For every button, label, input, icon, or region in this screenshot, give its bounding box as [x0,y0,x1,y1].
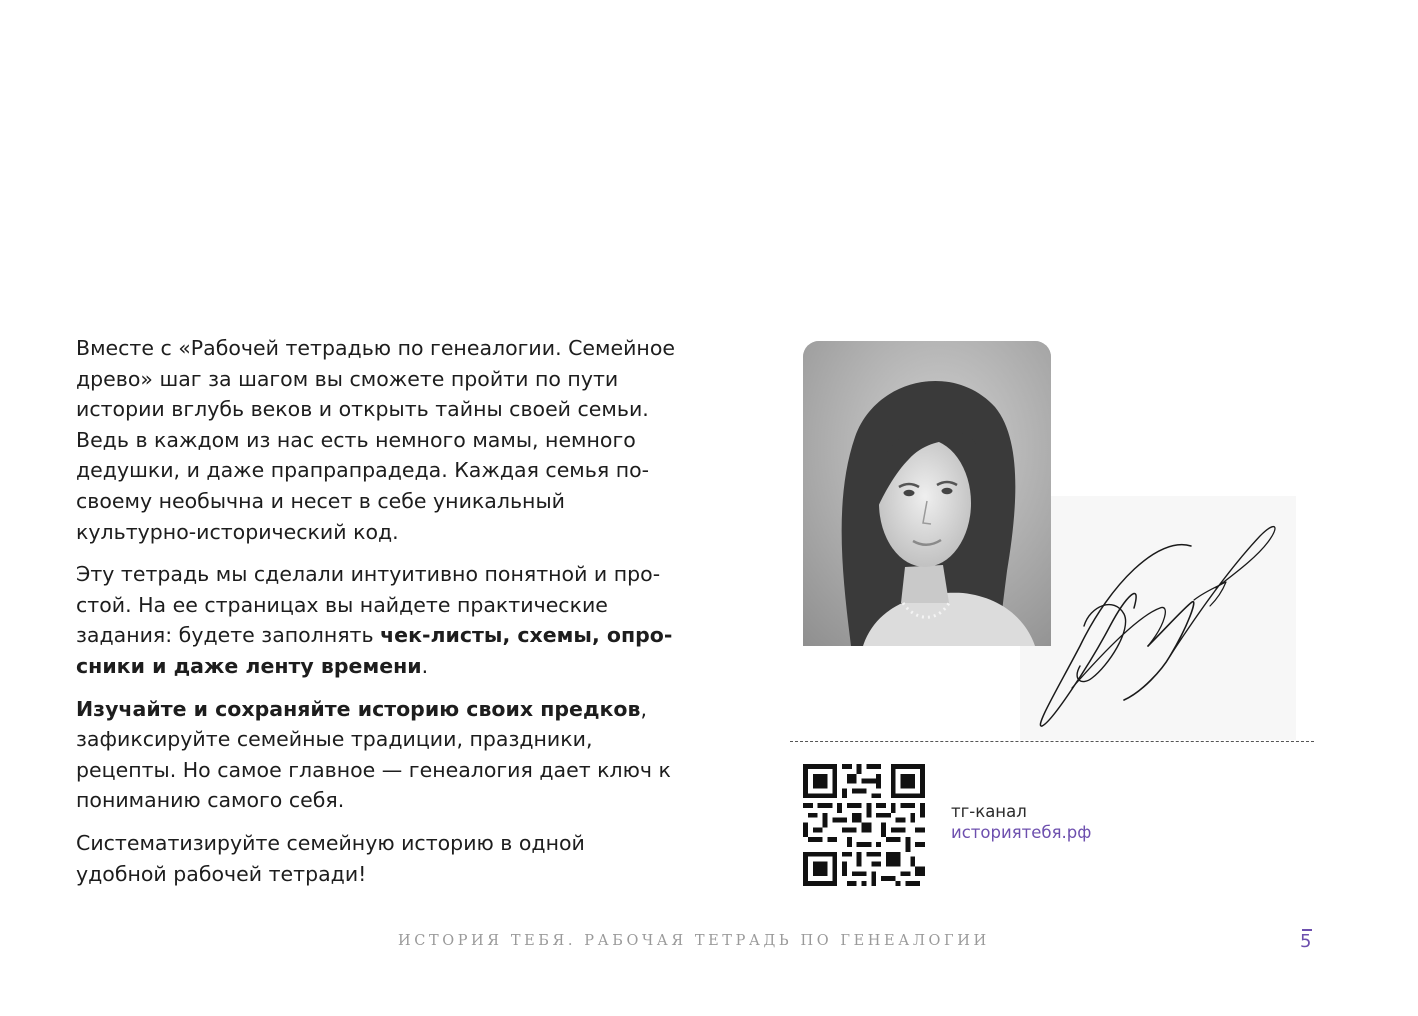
paragraph-2-end: . [421,653,429,678]
page-number: 5 [1300,931,1312,952]
paragraph-2-bold: чек-листы, схемы, опросники и даже ленту времени [76,623,673,678]
signature-image [1020,496,1296,740]
portrait-image [803,341,1051,646]
paragraph-4: Систематизируйте семейную историю в одной удобной рабочей тетради! [76,830,585,886]
qr-code-icon[interactable] [803,764,925,886]
paragraph-1: Вместе с «Рабочей тетрадью по генеалогии. Семейное древо» шаг за шагом вы сможете пройти по пути истории вглубь веков и открыть тайны своей семьи. Ведь в каждом из нас есть немного мамы, немного дедушки, и даже прапрапрадеда. Каждая семья по-своему необычна и несет в себе уникальный культурно-исторический код. [76,336,675,544]
intro-text [76,333,676,901]
paragraph-3-rest: , зафиксируйте семейные традиции, праздники, рецепты. Но самое главное — генеалогия дает ключ к пониманию самого себя. [76,696,671,813]
paragraph-3-bold: Изучайте и сохраняйте историю своих предков [76,696,641,721]
dashed-divider [790,741,1314,742]
channel-label: тг-канал [951,802,1027,821]
author-photo [803,341,1051,646]
running-footer: ИСТОРИЯ ТЕБЯ. РАБОЧАЯ ТЕТРАДЬ ПО ГЕНЕАЛОГИИ [398,933,990,949]
channel-link[interactable]: историятебя.рф [951,823,1092,842]
paragraph-2-start: Эту тетрадь мы сделали интуитивно понятной и простой. На ее страницах вы найдете практические задания: будете заполнять [76,562,661,648]
signature-area [1020,496,1296,740]
paragraph-2 [76,559,676,681]
paragraph-3 [76,694,676,816]
